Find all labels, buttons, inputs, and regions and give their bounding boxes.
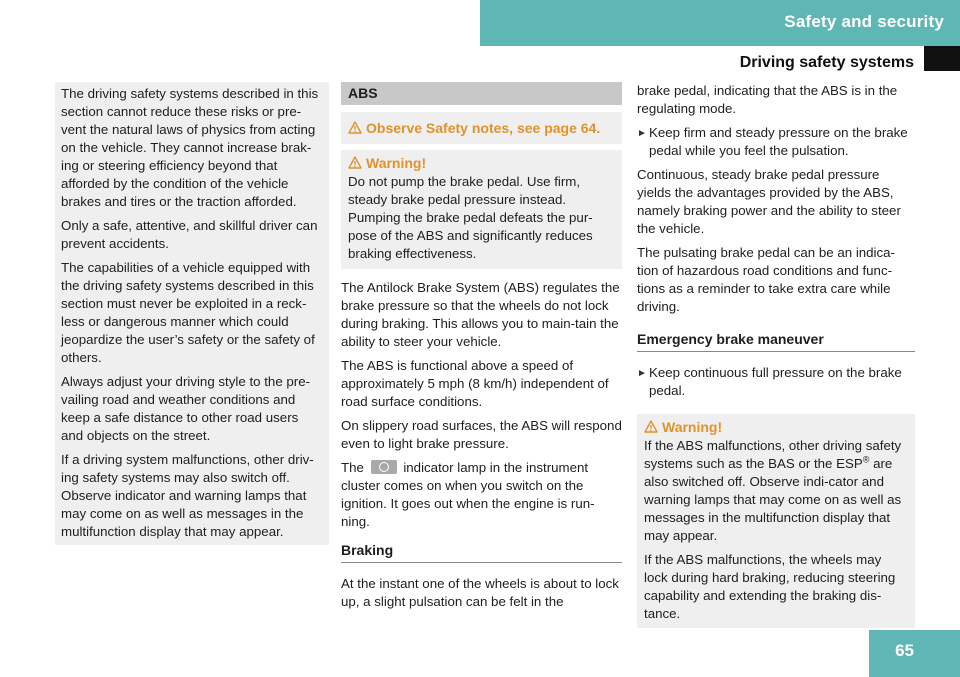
intro-paragraph: The driving safety systems described in this section cannot reduce these risks or pre-vent the natural laws of physics from acting on the vehicle. They cannot increase brak-ing or steering efficiency beyond that afforded by the condition of the vehicle brakes and tires or the traction afforded. xyxy=(61,86,319,209)
header-marker xyxy=(924,46,960,71)
warning-text: If the ABS malfunctions, the wheels may lock during hard braking, reducing steering capability and extending the braking dis-tance. xyxy=(644,552,896,621)
abs-heading: ABS xyxy=(341,82,622,105)
section-title: Safety and security xyxy=(784,12,944,31)
abs-paragraph: The Antilock Brake System (ABS) regulates the brake pressure so that the wheels do not lock during braking. This allows you to main-tain the ability to steer your vehicle. xyxy=(341,280,620,349)
abs-column xyxy=(341,82,622,617)
abs-paragraph: On slippery road surfaces, the ABS will respond even to light brake pressure. xyxy=(341,418,622,451)
emergency-warning-box xyxy=(637,414,915,628)
bullet-text: Keep firm and steady pressure on the brake pedal while you feel the pulsation. xyxy=(649,125,908,158)
page-number: 65 xyxy=(895,641,914,660)
warning-title-row xyxy=(644,418,908,436)
abs-paragraph: The ABS is functional above a speed of approximately 5 mph (8 km/h) independent of road surface conditions. xyxy=(341,358,609,409)
abs-lamp-text-before: The xyxy=(341,460,364,475)
safety-note xyxy=(341,112,622,144)
abs-paragraph xyxy=(341,459,622,531)
bullet-text: Keep continuous full pressure on the brake pedal. xyxy=(649,365,902,398)
abs-lamp-text-after: indicator lamp in the instrument cluster comes on when you switch on the ignition. It goes out when the engine is run-ning. xyxy=(341,460,595,529)
abs-warning-box xyxy=(341,150,622,269)
header-tab xyxy=(480,0,960,46)
braking-paragraph: The pulsating brake pedal can be an indica-tion of hazardous road conditions and func-tions as a reminder to take extra care while driving. xyxy=(637,245,895,314)
warning-text xyxy=(644,437,908,545)
warning-text-part: are also switched off. Observe indi-cator and warning lamps that may come on as well as messages in the multifunction display that may appear. xyxy=(644,456,902,543)
warning-title: Warning! xyxy=(366,155,427,171)
braking-column xyxy=(637,82,915,628)
intro-paragraph: Always adjust your driving style to the pre-vailing road and weather conditions and keep a safe distance to other road users and objects on the street. xyxy=(61,374,311,443)
warning-text-part: If the ABS malfunctions, other driving safety systems such as the BAS or the ESP xyxy=(644,438,902,471)
page-subtitle: Driving safety systems xyxy=(739,54,914,71)
bullet-arrow-icon: ► xyxy=(637,368,647,379)
braking-paragraph: At the instant one of the wheels is about to lock up, a slight pulsation can be felt in the xyxy=(341,576,619,609)
intro-paragraph: Only a safe, attentive, and skillful driver can prevent accidents. xyxy=(61,218,318,251)
list-item xyxy=(637,124,915,160)
warning-triangle-icon xyxy=(348,154,366,172)
bullet-arrow-icon: ► xyxy=(637,128,647,139)
intro-box xyxy=(55,82,329,545)
registered-mark: ® xyxy=(862,454,870,465)
warning-triangle-icon xyxy=(644,418,662,436)
intro-paragraph: If a driving system malfunctions, other driv-ing safety systems may also switch off. Observe indicator and warning lamps that may come on as well as messages in the multifunction display that may appear. xyxy=(61,452,314,539)
emergency-heading: Emergency brake maneuver xyxy=(637,330,915,352)
warning-title: Warning! xyxy=(662,419,723,435)
braking-paragraph-cont: brake pedal, indicating that the ABS is in the regulating mode. xyxy=(637,83,898,116)
warning-title-row xyxy=(348,154,615,172)
safety-note-text: Observe Safety notes, see page 64. xyxy=(366,120,601,136)
warning-text: Do not pump the brake pedal. Use firm, steady brake pedal pressure instead. Pumping the brake pedal defeats the pur-pose of the ABS and significantly reduces braking effectiveness. xyxy=(348,174,593,261)
abs-indicator-lamp-icon xyxy=(371,460,397,474)
braking-paragraph: Continuous, steady brake pedal pressure yields the advantages provided by the ABS, namely braking power and the ability to steer the vehicle. xyxy=(637,167,901,236)
braking-heading: Braking xyxy=(341,541,622,563)
list-item xyxy=(637,364,915,400)
warning-triangle-icon xyxy=(348,119,366,137)
abs-body xyxy=(341,269,622,611)
intro-paragraph: The capabilities of a vehicle equipped with the driving safety systems described in this section must never be exploited in a reck-less or dangerous manner which could jeopardize the user’s safety or the safety of others. xyxy=(61,260,315,365)
page-number-tab xyxy=(869,630,960,677)
